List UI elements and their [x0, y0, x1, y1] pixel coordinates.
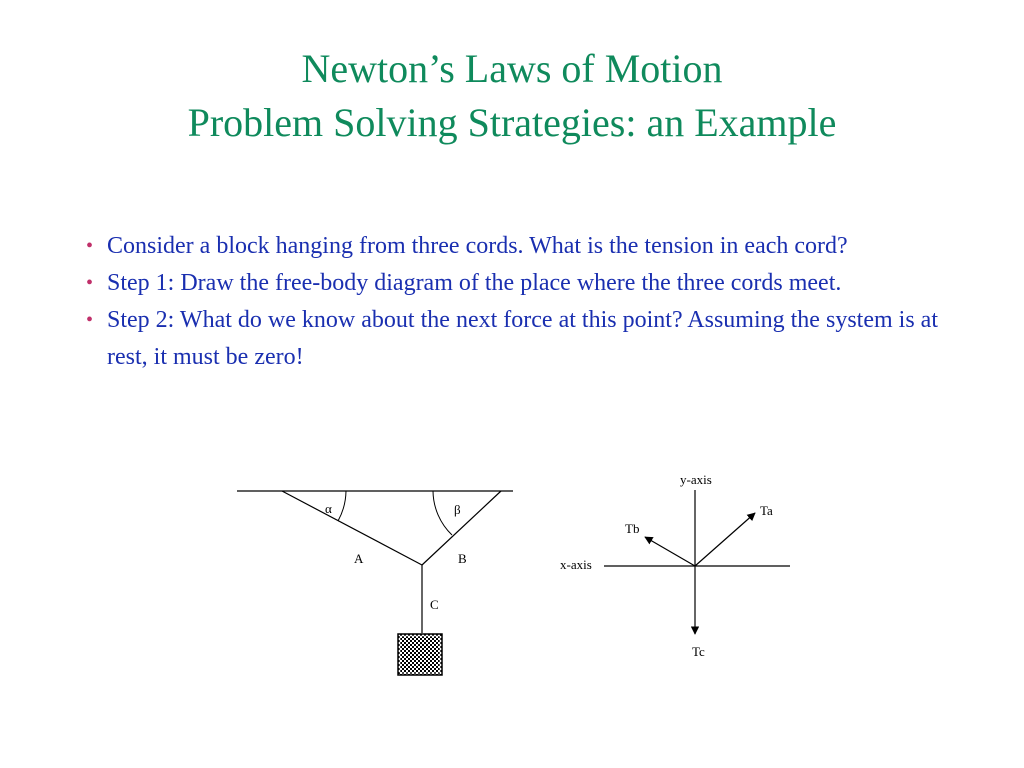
bullet-icon: •: [86, 235, 94, 257]
bullet-item: [86, 302, 938, 376]
free-body-diagram: [550, 468, 800, 668]
bullet-icon: •: [86, 272, 94, 294]
tension-a-arrow: [695, 513, 755, 566]
bullet-text: Step 2: What do we know about the next force at this point? Assuming the system is at rest, it must be zero!: [107, 307, 938, 370]
bullet-text: Step 1: Draw the free-body diagram of the place where the three cords meet.: [107, 270, 842, 296]
hanging-block: [398, 634, 442, 675]
bullet-icon: •: [86, 309, 94, 331]
slide-title: [0, 42, 1024, 150]
bullet-item: [86, 228, 938, 265]
alpha-label: α: [325, 501, 332, 516]
bullet-text: Consider a block hanging from three cords. What is the tension in each cord?: [107, 233, 848, 259]
tension-b-arrow: [645, 537, 695, 566]
cord-a-label: A: [354, 551, 364, 566]
alpha-angle-arc: [338, 491, 346, 521]
cord-b-label: B: [458, 551, 467, 566]
y-axis-label: y-axis: [680, 472, 712, 487]
tension-a-label: Ta: [760, 503, 773, 518]
cord-c-label: C: [430, 597, 439, 612]
cord-a-line: [282, 491, 422, 565]
hanging-block-diagram: [230, 480, 520, 685]
bullet-list: [86, 228, 938, 376]
bullet-item: [86, 265, 938, 302]
beta-label: β: [454, 502, 461, 517]
beta-angle-arc: [433, 491, 452, 535]
title-line-1: Newton’s Laws of Motion: [301, 46, 723, 91]
x-axis-label: x-axis: [560, 557, 592, 572]
tension-c-label: Tc: [692, 644, 705, 659]
tension-b-label: Tb: [625, 521, 640, 536]
title-line-2: Problem Solving Strategies: an Example: [187, 100, 837, 145]
